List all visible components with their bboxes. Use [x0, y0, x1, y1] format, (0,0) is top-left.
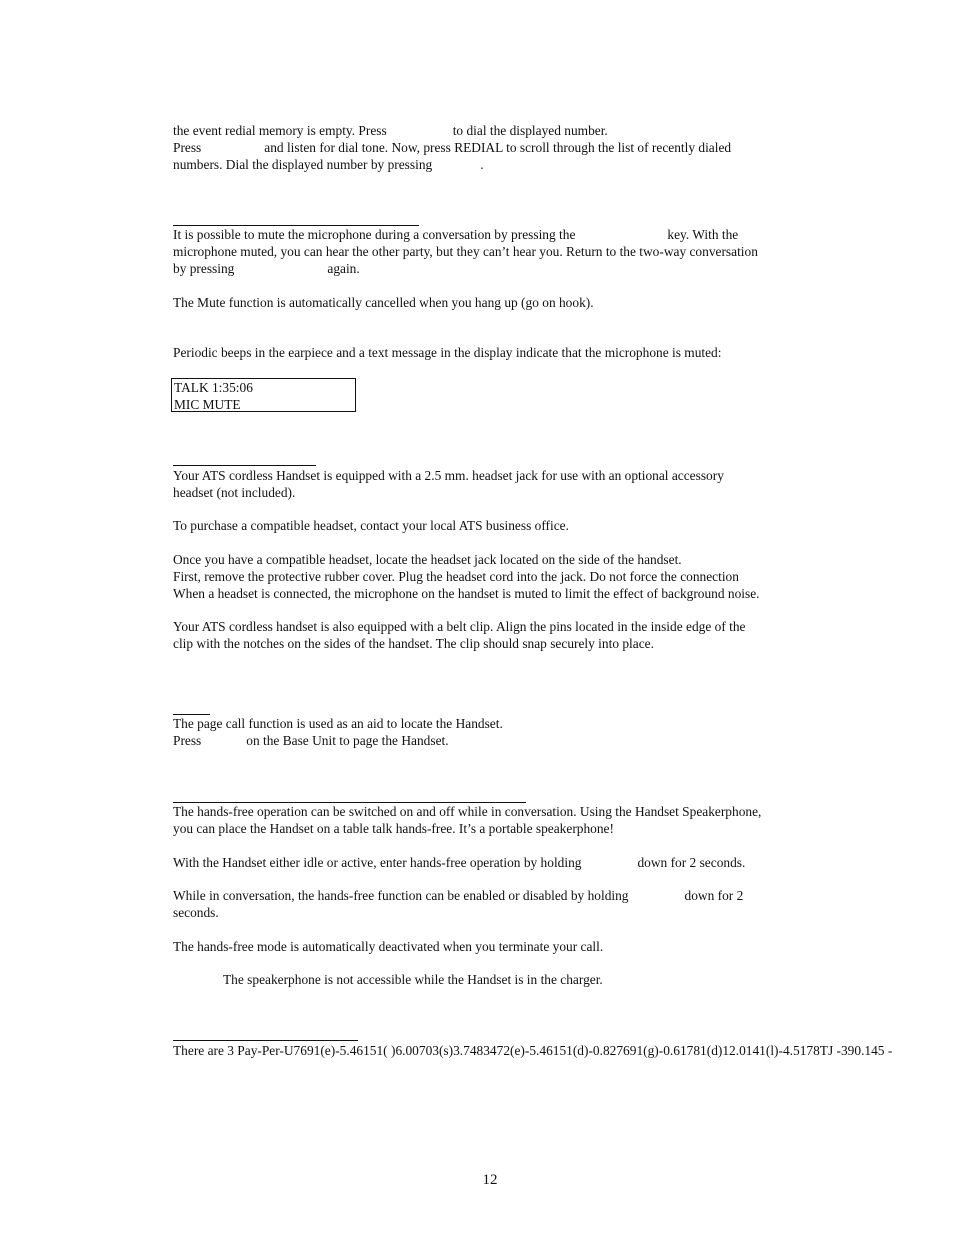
mute-paragraph — [173, 226, 833, 277]
page-call-line2a: Press — [173, 733, 202, 748]
handsfree-p2a: With the Handset either idle or active, enter hands-free operation by holding — [173, 855, 582, 870]
headset-p3-line2: First, remove the protective rubber cover. Plug the headset cord into the jack. Do not force the connection — [173, 569, 739, 584]
mute-auto-cancel — [173, 294, 833, 311]
headset-p1-line2: headset (not included). — [173, 485, 296, 500]
pay-per-heading-rule — [173, 1040, 358, 1041]
mute-line3b: again. — [327, 261, 360, 276]
handsfree-p1-line1: The hands-free operation can be switched on and off while in conversation. Using the Handset Speakerphone, — [173, 804, 762, 819]
headset-p1-line1: Your ATS cordless Handset is equipped with a 2.5 mm. headset jack for use with an optional accessory — [173, 468, 724, 483]
display-line-2: MIC MUTE — [174, 397, 241, 412]
page-call-paragraph — [173, 715, 833, 749]
redial-line3a: numbers. Dial the displayed number by pressing — [173, 157, 433, 172]
mute-display-box — [171, 378, 356, 412]
handsfree-p3a: While in conversation, the hands-free function can be enabled or disabled by holding — [173, 888, 629, 903]
headset-paragraph-3 — [173, 551, 833, 602]
redial-line3b: . — [480, 157, 484, 172]
headset-p4-line2: clip with the notches on the sides of the handset. The clip should snap securely into place. — [173, 636, 654, 651]
pay-per-paragraph — [173, 1042, 954, 1059]
pay-per-line1: There are 3 Pay-Per-U7691(e)-5.46151( )6.00703(s)3.7483472(e)-5.46151(d)-0.827691(g)-0.61781(d)12.0141(l)-4.5178TJ -390.145 - — [173, 1043, 893, 1058]
mute-line2: microphone muted, you can hear the other party, but they can’t hear you. Return to the two-way conversation — [173, 244, 758, 259]
handsfree-note — [223, 971, 883, 988]
page-call-line1: The page call function is used as an aid to locate the Handset. — [173, 716, 503, 731]
handsfree-p4: The hands-free mode is automatically deactivated when you terminate your call. — [173, 939, 604, 954]
handsfree-paragraph-4 — [173, 938, 833, 955]
headset-p4-line1: Your ATS cordless handset is also equipped with a belt clip. Align the pins located in the inside edge of the — [173, 619, 746, 634]
page-call-line2b: on the Base Unit to page the Handset. — [246, 733, 449, 748]
redial-paragraph — [173, 122, 833, 173]
handsfree-paragraph-1 — [173, 803, 833, 837]
page-number: 12 — [482, 1172, 498, 1188]
redial-line1a: the event redial memory is empty. Press — [173, 123, 387, 138]
headset-paragraph-1 — [173, 467, 833, 501]
display-line-1: TALK 1:35:06 — [174, 380, 253, 395]
mute-line3a: by pressing — [173, 261, 235, 276]
handsfree-paragraph-3 — [173, 887, 833, 921]
handsfree-paragraph-2 — [173, 854, 833, 871]
handsfree-p3b: down for 2 — [684, 888, 744, 903]
mute-line1a: It is possible to mute the microphone during a conversation by pressing the — [173, 227, 576, 242]
mute-auto-cancel-text: The Mute function is automatically cancelled when you hang up (go on hook). — [173, 295, 594, 310]
headset-heading-rule — [173, 465, 316, 466]
redial-line1b: to dial the displayed number. — [452, 123, 608, 138]
headset-paragraph-4 — [173, 618, 833, 652]
redial-line2b: and listen for dial tone. Now, press REDIAL to scroll through the list of recently dialed — [264, 140, 732, 155]
headset-paragraph-2 — [173, 517, 833, 534]
handsfree-p2b: down for 2 seconds. — [637, 855, 746, 870]
handsfree-p1-line2: you can place the Handset on a table talk hands-free. It’s a portable speakerphone! — [173, 821, 614, 836]
mute-periodic — [173, 344, 833, 361]
headset-p3-line1: Once you have a compatible headset, locate the headset jack located on the side of the handset. — [173, 552, 682, 567]
mute-line1b: key. With the — [667, 227, 739, 242]
handsfree-p3c: seconds. — [173, 905, 219, 920]
headset-p3-line3: When a headset is connected, the microphone on the handset is muted to limit the effect of background noise. — [173, 586, 760, 601]
headset-p2: To purchase a compatible headset, contact your local ATS business office. — [173, 518, 569, 533]
mute-periodic-text: Periodic beeps in the earpiece and a text message in the display indicate that the microphone is muted: — [173, 345, 722, 360]
redial-line2a: Press — [173, 140, 202, 155]
handsfree-note-text: The speakerphone is not accessible while the Handset is in the charger. — [223, 972, 603, 987]
